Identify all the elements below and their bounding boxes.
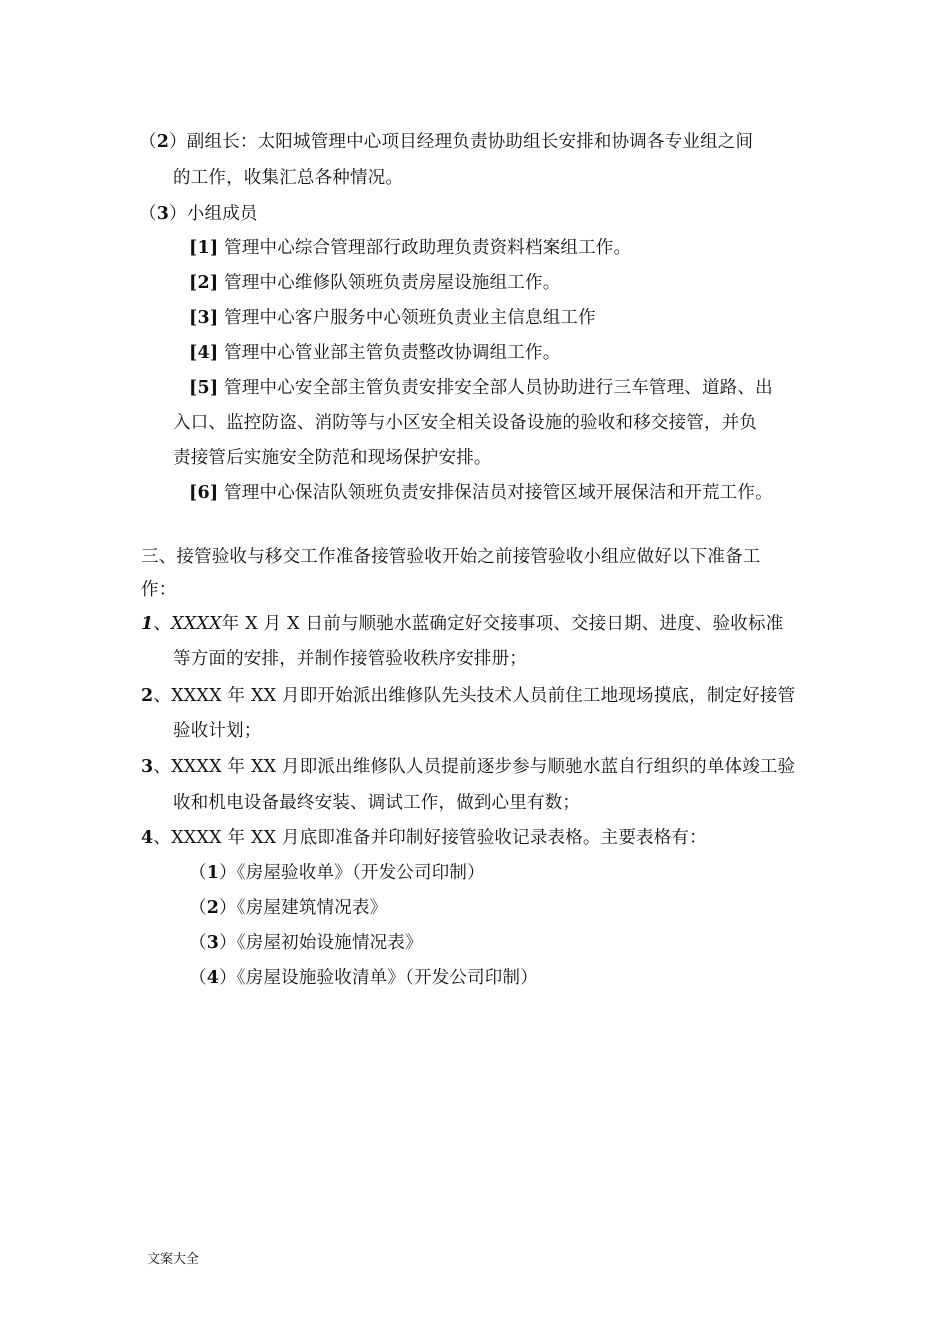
prep-item-2-line-2: 验收计划； [173,721,262,741]
prep-item-3-line-1: 3、XXXX 年 XX 月即派出维修队人员提前逐步参与顺驰水蓝自行组织的单体竣工验 [141,757,796,777]
form-3: （3）《房屋初始设施情况表》 [189,933,423,953]
prep-item-4-line-1: 4、XXXX 年 XX 月底即准备并印制好接管验收记录表格。主要表格有： [141,828,707,848]
member-3: [3] 管理中心客户服务中心领班负责业主信息组工作 [189,308,596,328]
prep-item-4-number: 4 [141,828,154,848]
member-5-line-1: [5] 管理中心安全部主管负责安排安全部人员协助进行三车管理、道路、出 [189,378,773,398]
prep-item-1-line-2: 等方面的安排，并制作接管验收秩序安排册； [173,649,527,669]
item-3-heading: （3）小组成员 [139,204,258,224]
member-2: [2] 管理中心维修队领班负责房屋设施组工作。 [189,273,561,293]
prep-item-3-line-2: 收和机电设备最终安装、调试工作，做到心里有数； [173,793,581,813]
item-3-number: 3 [156,204,170,224]
member-5-line-2: 入口、监控防盗、消防等与小区安全相关设备设施的验收和移交接管，并负 [173,413,758,433]
prep-item-1-line-1: 1、XXXX年 X 月 X 日前与顺驰水蓝确定好交接事项、交接日期、进度、验收标准 [141,614,784,634]
prep-item-2-number: 2 [141,686,154,706]
section-3-heading-line-2: 作： [141,580,177,600]
member-6: [6] 管理中心保洁队领班负责安排保洁员对接管区域开展保洁和开荒工作。 [189,483,773,503]
member-1: [1] 管理中心综合管理部行政助理负责资料档案组工作。 [189,238,632,258]
page-footer: 文案大全 [147,1252,200,1267]
section-3-heading-line-1: 三、接管验收与移交工作准备接管验收开始之前接管验收小组应做好以下准备工 [141,547,761,567]
item-2-line-2: 的工作，收集汇总各种情况。 [173,168,404,188]
item-2-number: 2 [156,132,170,152]
item-2-line-1: （2）副组长：太阳城管理中心项目经理负责协助组长安排和协调各专业组之间 [139,132,754,152]
prep-item-3-number: 3 [141,757,154,777]
prep-item-2-line-1: 2、XXXX 年 XX 月即开始派出维修队先头技术人员前住工地现场摸底，制定好接管 [141,686,796,706]
member-4: [4] 管理中心管业部主管负责整改协调组工作。 [189,343,561,363]
form-2: （2）《房屋建筑情况表》 [189,898,388,918]
form-1: （1）《房屋验收单》（开发公司印制） [189,863,485,883]
form-4: （4）《房屋设施验收清单》（开发公司印制） [189,968,538,988]
prep-item-1-number: 1 [141,614,154,634]
member-5-line-3: 责接管后实施安全防范和现场保护安排。 [173,448,492,468]
